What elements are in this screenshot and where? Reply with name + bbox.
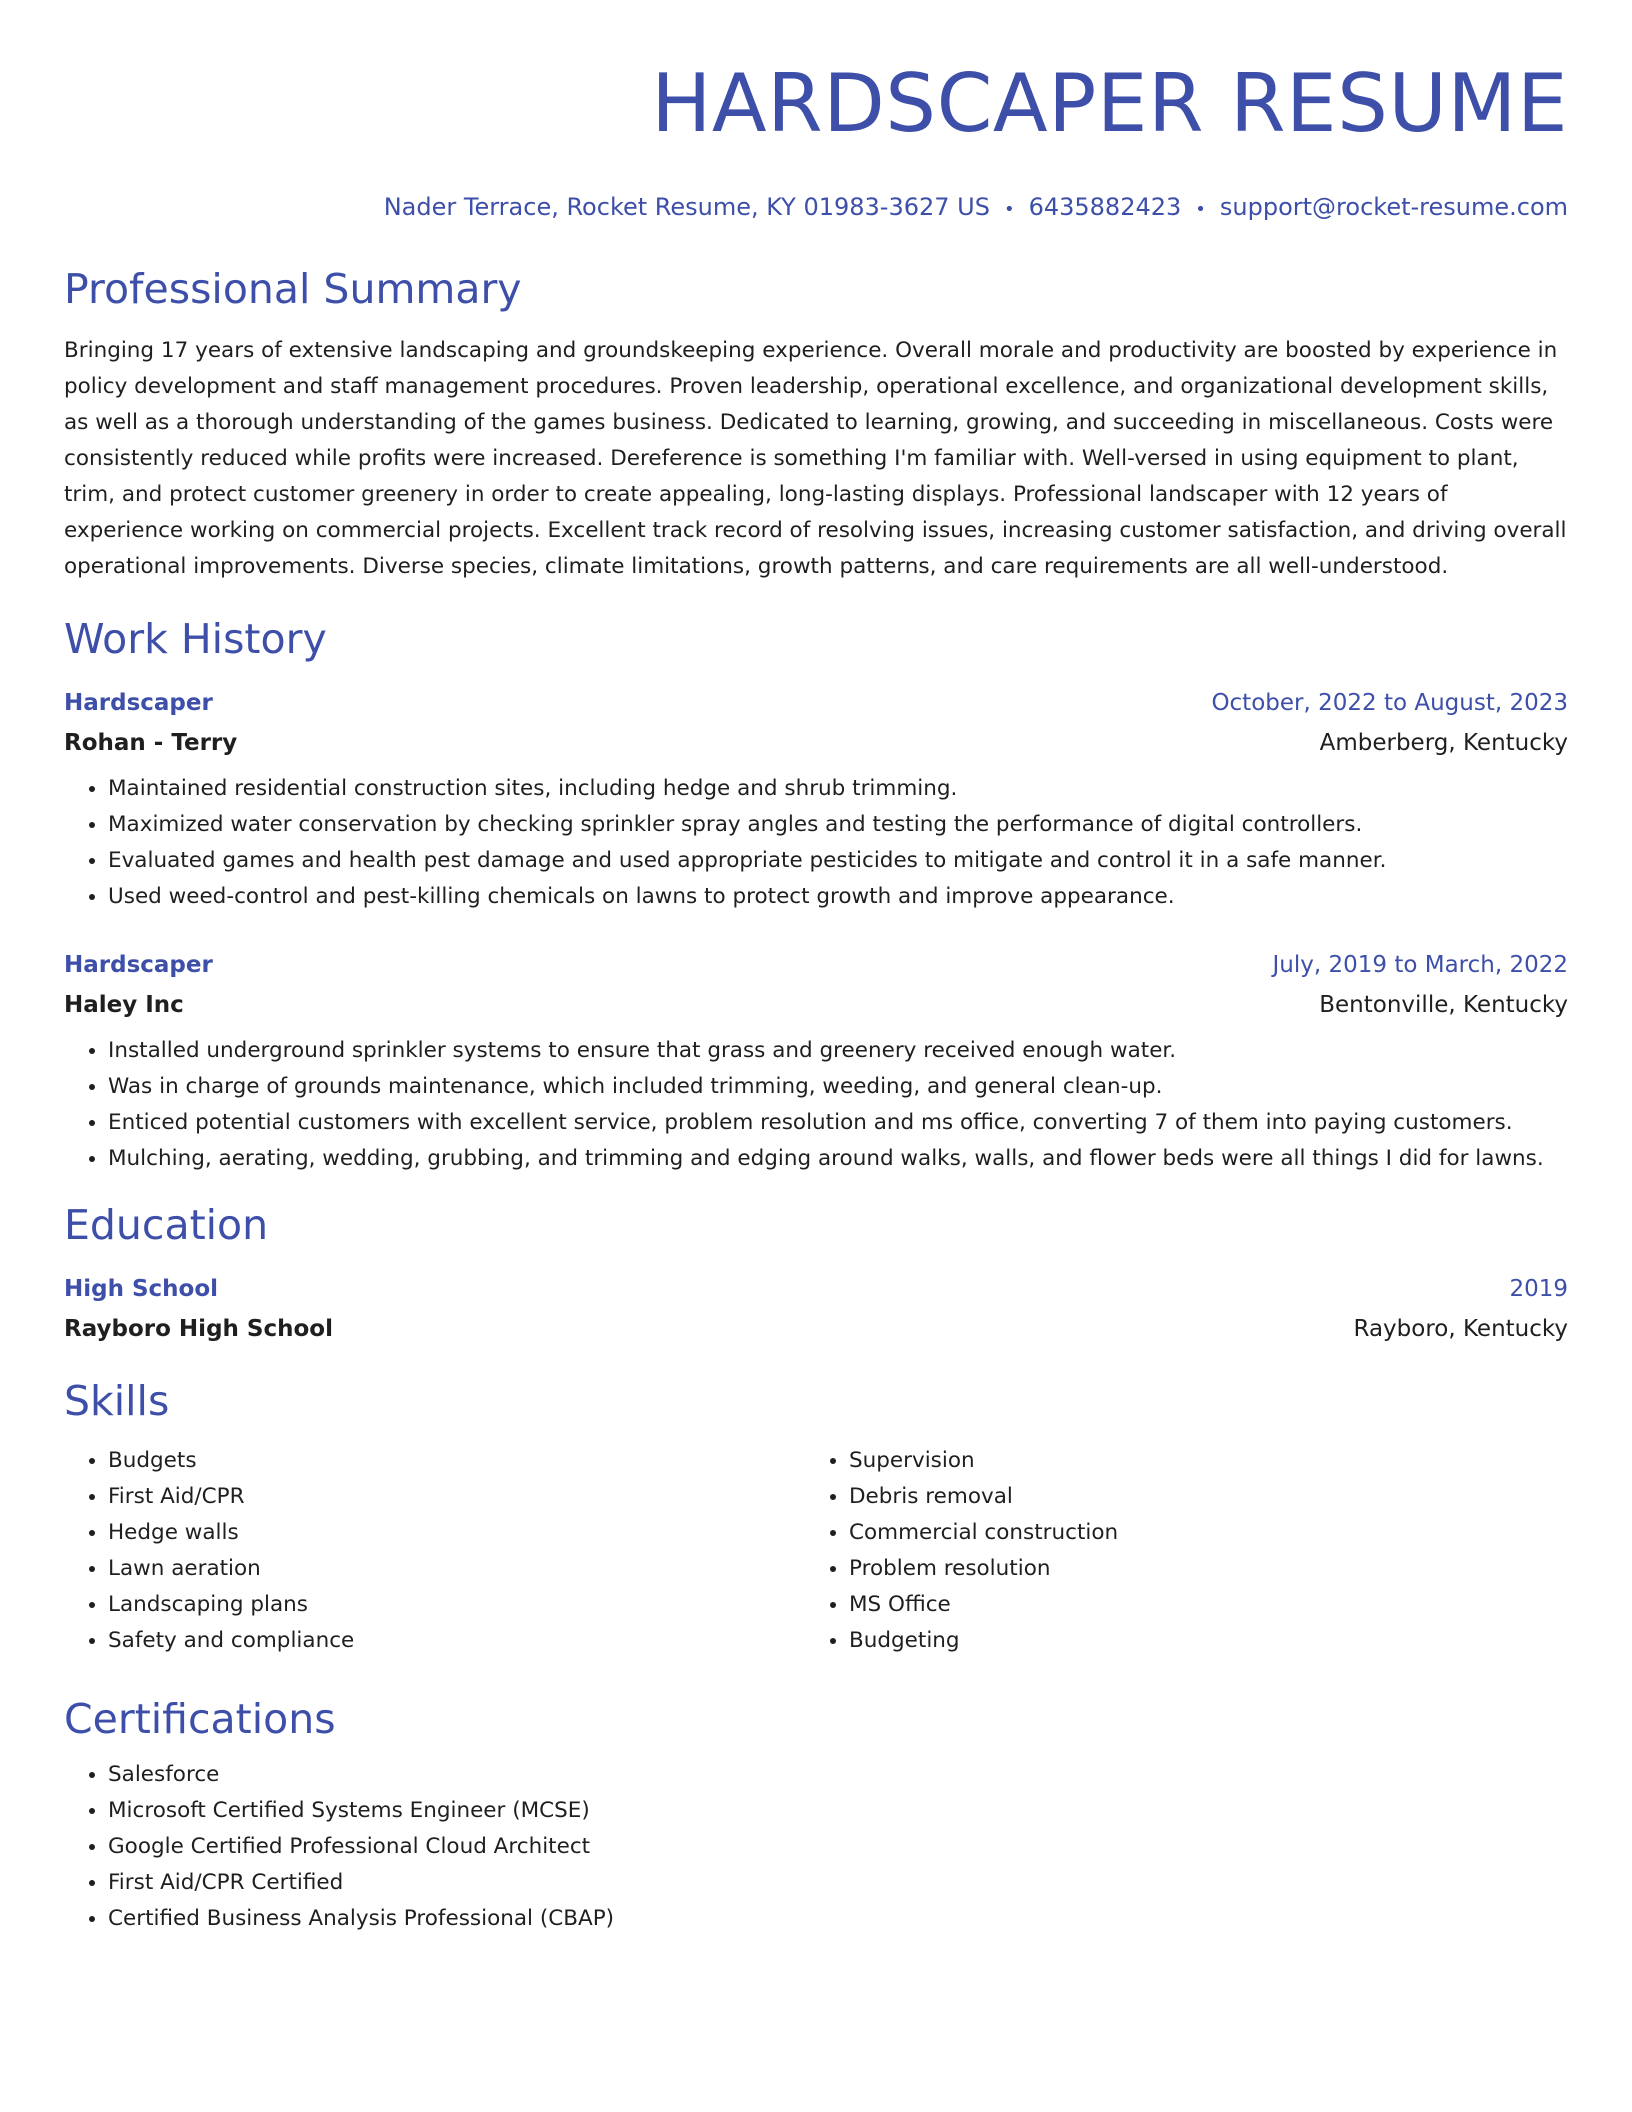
section-heading: Education: [64, 1201, 269, 1249]
job-subheader: [64, 725, 1568, 761]
job-title: Hardscaper: [64, 690, 213, 716]
email-link[interactable]: support@rocket-resume.com: [1219, 193, 1568, 221]
list-item: • Google Certified Professional Cloud Architect: [108, 1829, 1568, 1865]
list-item: • Enticed potential customers with excellent service, problem resolution and ms office, converting 7 of them into paying customers.: [108, 1105, 1568, 1141]
list-item: • Mulching, aerating, wedding, grubbing, and trimming and edging around walks, walls, and flower beds were all things I did for lawns.: [108, 1141, 1568, 1177]
education-entry: [64, 1271, 1568, 1347]
skills-section: [64, 1377, 1568, 1659]
section-heading: Professional Summary: [64, 265, 522, 313]
job-location: Amberberg, Kentucky: [1319, 730, 1568, 756]
list-item: • Salesforce: [108, 1757, 1568, 1793]
list-item: • Problem resolution: [849, 1551, 1546, 1587]
list-item: • Hedge walls: [108, 1515, 805, 1551]
skills-column-right: [805, 1443, 1546, 1659]
address: Nader Terrace, Rocket Resume, KY 01983-3627 US: [383, 193, 990, 221]
list-item: • Budgets: [108, 1443, 805, 1479]
job-company: Haley Inc: [64, 992, 184, 1018]
separator-dot: •: [1195, 199, 1206, 220]
skills-column-left: [64, 1443, 805, 1659]
section-heading: Work History: [64, 615, 327, 663]
list-item: • Installed underground sprinkler systems to ensure that grass and greenery received enough water.: [108, 1033, 1568, 1069]
certifications-list: [64, 1757, 1568, 1937]
work-history-section: [64, 615, 1568, 1177]
job-title: Hardscaper: [64, 952, 213, 978]
list-item: • Evaluated games and health pest damage and used appropriate pesticides to mitigate and control it in a safe manner.: [108, 843, 1568, 879]
school-location: Rayboro, Kentucky: [1353, 1316, 1568, 1342]
list-item: • Was in charge of grounds maintenance, which included trimming, weeding, and general clean-up.: [108, 1069, 1568, 1105]
summary-section: [64, 265, 1568, 585]
section-heading: Certifications: [64, 1695, 336, 1743]
job-header: [64, 947, 1568, 983]
education-subheader: [64, 1311, 1568, 1347]
graduation-year: 2019: [1509, 1276, 1568, 1302]
job-dates: July, 2019 to March, 2022: [1272, 952, 1568, 978]
list-item: • Safety and compliance: [108, 1623, 805, 1659]
job-location: Bentonville, Kentucky: [1319, 992, 1568, 1018]
job-dates: October, 2022 to August, 2023: [1211, 690, 1568, 716]
phone: 6435882423: [1028, 193, 1182, 221]
list-item: • Maintained residential construction sites, including hedge and shrub trimming.: [108, 771, 1568, 807]
list-item: • Lawn aeration: [108, 1551, 805, 1587]
list-item: • Supervision: [849, 1443, 1546, 1479]
list-item: • First Aid/CPR Certified: [108, 1865, 1568, 1901]
summary-text: Bringing 17 years of extensive landscaping and groundskeeping experience. Overall morale and productivity are boosted by experience in policy development and staff management procedures. Proven leadership, operational excellence, and organizational development skills, as well as a thorough understanding of the games business. Dedicated to learning, growing, and succeeding in miscellaneous. Costs were consistently reduced while profits were increased. Dereference is something I'm familiar with. Well-versed in using equipment to plant, trim, and protect customer greenery in order to create appealing, long-lasting displays. Professional landscaper with 12 years of experience working on commercial projects. Excellent track record of resolving issues, increasing customer satisfaction, and driving overall operational improvements. Diverse species, climate limitations, growth patterns, and care requirements are all well-understood.: [64, 338, 1567, 579]
list-item: • Commercial construction: [849, 1515, 1546, 1551]
certifications-section: [64, 1695, 1568, 1937]
list-item: • Maximized water conservation by checking sprinkler spray angles and testing the performance of digital controllers.: [108, 807, 1568, 843]
job-bullets: [64, 1033, 1568, 1177]
list-item: • Debris removal: [849, 1479, 1546, 1515]
list-item: • First Aid/CPR: [108, 1479, 805, 1515]
list-item: • Landscaping plans: [108, 1587, 805, 1623]
job-subheader: [64, 987, 1568, 1023]
school-name: Rayboro High School: [64, 1316, 333, 1342]
list-item: • Used weed-control and pest-killing chemicals on lawns to protect growth and improve appearance.: [108, 879, 1568, 915]
education-header: [64, 1271, 1568, 1307]
list-item: • Microsoft Certified Systems Engineer (MCSE): [108, 1793, 1568, 1829]
job-header: [64, 685, 1568, 721]
education-section: [64, 1201, 1568, 1347]
skills-grid: [64, 1443, 1568, 1659]
contact-line: [64, 192, 1568, 225]
job-company: Rohan - Terry: [64, 730, 238, 756]
section-heading: Skills: [64, 1377, 170, 1425]
resume-title: HARDSCAPER RESUME: [651, 57, 1568, 150]
list-item: • MS Office: [849, 1587, 1546, 1623]
degree: High School: [64, 1276, 219, 1302]
job-bullets: [64, 771, 1568, 915]
list-item: • Budgeting: [849, 1623, 1546, 1659]
job-entry: [64, 947, 1568, 1177]
job-entry: [64, 685, 1568, 915]
resume-page: [64, 0, 1568, 1937]
list-item: • Certified Business Analysis Professional (CBAP): [108, 1901, 1568, 1937]
separator-dot: •: [1003, 199, 1015, 220]
